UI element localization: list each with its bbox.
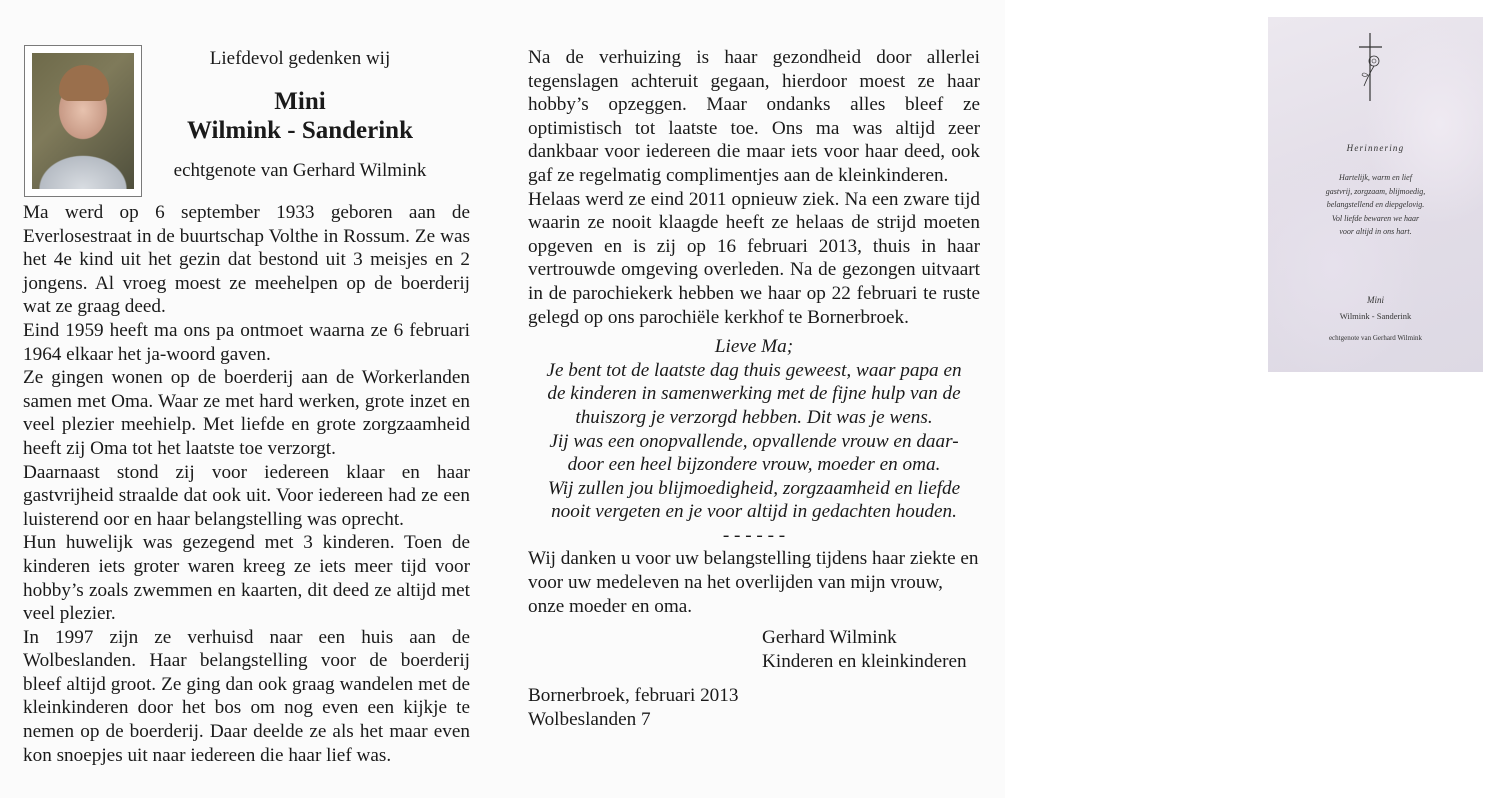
paragraph: In 1997 zijn ze verhuisd naar een huis aan de Wolbeslanden. Haar belangstelling voor de boerderij bleef altijd groot. Ze ging dan ook graag wandelen met de kleinkinderen door het bos om nog even een kijkje te nemen op de boerderij. Daar deelde ze als het maar even kon snoepjes uit naar iedereen die haar lief was.	[23, 626, 470, 766]
poem-line: Je bent tot de laatste dag thuis geweest, waar papa en	[546, 359, 962, 381]
poem-title: Lieve Ma;	[714, 336, 794, 358]
portrait-photo	[24, 45, 142, 197]
paragraph: Hun huwelijk was gezegend met 3 kinderen. Toen de kinderen iets groter waren kreeg ze iets meer tijd voor hobby’s zoals zwemmen en kaarten, dit deed ze altijd met veel plezier.	[23, 532, 470, 625]
separator: - - - - - -	[722, 524, 786, 546]
signature-line: Kinderen en kleinkinderen	[762, 650, 967, 672]
small-card-full-name: Wilmink - Sanderink	[1339, 311, 1412, 321]
verse-line: Hartelijk, warm en lief	[1339, 173, 1412, 182]
verse-line: voor altijd in ons hart.	[1339, 227, 1412, 236]
full-name: Wilmink - Sanderink	[186, 117, 413, 144]
portrait-image	[32, 53, 134, 189]
intro-line: Liefdevol gedenken wij	[209, 48, 391, 69]
paragraph: Na de verhuizing is haar gezondheid door allerlei tegenslagen achteruit gegaan, hierdoor moest ze haar hobby’s opzeggen. Maar ondanks alles bleef ze optimistisch tot laatste toe. Ons ma was altijd zeer dankbaar voor iedereen die maar iets voor haar deed, ook gaf ze regelmatig complimentjes aan de kleinkinderen.	[528, 47, 980, 186]
first-name: Mini	[274, 88, 326, 115]
verse-line: belangstellend en diepgelovig.	[1326, 200, 1425, 209]
signature-line: Gerhard Wilmink	[762, 627, 897, 649]
verse-line: gastvrij, zorgzaam, blijmoedig,	[1325, 186, 1426, 196]
paragraph: Ze gingen wonen op de boerderij aan de Workerlanden samen met Oma. Waar ze met hard werken, grote inzet en veel plezier meehielp. Met liefde en grote zorgzaamheid heeft zij Oma tot het laatste toe verzorgt.	[23, 367, 470, 459]
poem-line: Jij was een onopvallende, opvallende vrouw en daar-	[549, 430, 959, 452]
small-card-title: Herinnering	[1346, 143, 1405, 153]
poem-line: door een heel bijzondere vrouw, moeder en oma.	[567, 454, 941, 476]
remembrance-card-thumbnail	[1268, 17, 1483, 372]
small-card-verse	[1298, 171, 1453, 239]
cross-rose-icon	[1356, 31, 1396, 103]
verse-line: Vol liefde bewaren we haar	[1331, 213, 1420, 223]
thanks-text: Wij danken u voor uw belangstelling tijdens haar ziekte en voor uw medeleven na het overlijden van mijn vrouw, onze moeder en oma.	[528, 548, 979, 617]
text-column-2	[528, 46, 980, 732]
small-card-name: Mini	[1367, 295, 1384, 305]
paragraph: Eind 1959 heeft ma ons pa ontmoet waarna ze 6 februari 1964 elkaar het ja-woord gaven.	[23, 319, 470, 365]
poem-line: de kinderen in samenwerking met de fijne hulp van de	[547, 383, 961, 405]
place-date: Bornerbroek, februari 2013	[528, 685, 739, 707]
poem-line: Wij zullen jou blijmoedigheid, zorgzaamheid en liefde	[547, 477, 961, 499]
poem-line: thuiszorg je verzorgd hebben. Dit was je wens.	[575, 406, 933, 428]
small-card-spouse: echtgenote van Gerhard Wilmink	[1328, 334, 1423, 342]
text-column-1	[23, 201, 470, 767]
spouse-line: echtgenote van Gerhard Wilmink	[173, 160, 427, 181]
paragraph: Helaas werd ze eind 2011 opnieuw ziek. Na een zware tijd waarin ze nooit klaagde heeft ze helaas de strijd moeten opgeven en is zij op 16 februari 2013, thuis in haar vertrouwde omgeving overleden. Na de gezongen uitvaart in de parochiekerk hebben we haar op 22 februari te ruste gelegd op ons parochiële kerkhof te Bornerbroek.	[528, 188, 980, 328]
address: Wolbeslanden 7	[528, 709, 651, 731]
paragraph: Ma werd op 6 september 1933 geboren aan de Everlosestraat in de buurtschap Volthe in Rossum. Ze was het 4e kind uit het gezin dat bestond uit 3 meisjes en 2 jongens. Al vroeg moest ze meehelpen op de boerderij wat ze graag deed.	[23, 202, 470, 318]
poem-line: nooit vergeten en je voor altijd in gedachten houden.	[551, 501, 957, 523]
paragraph: Daarnaast stond zij voor iedereen klaar en haar gastvrijheid straalde dat ook uit. Voor iedereen had ze een luisterend oor en haar belangstelling was oprecht.	[23, 461, 470, 530]
